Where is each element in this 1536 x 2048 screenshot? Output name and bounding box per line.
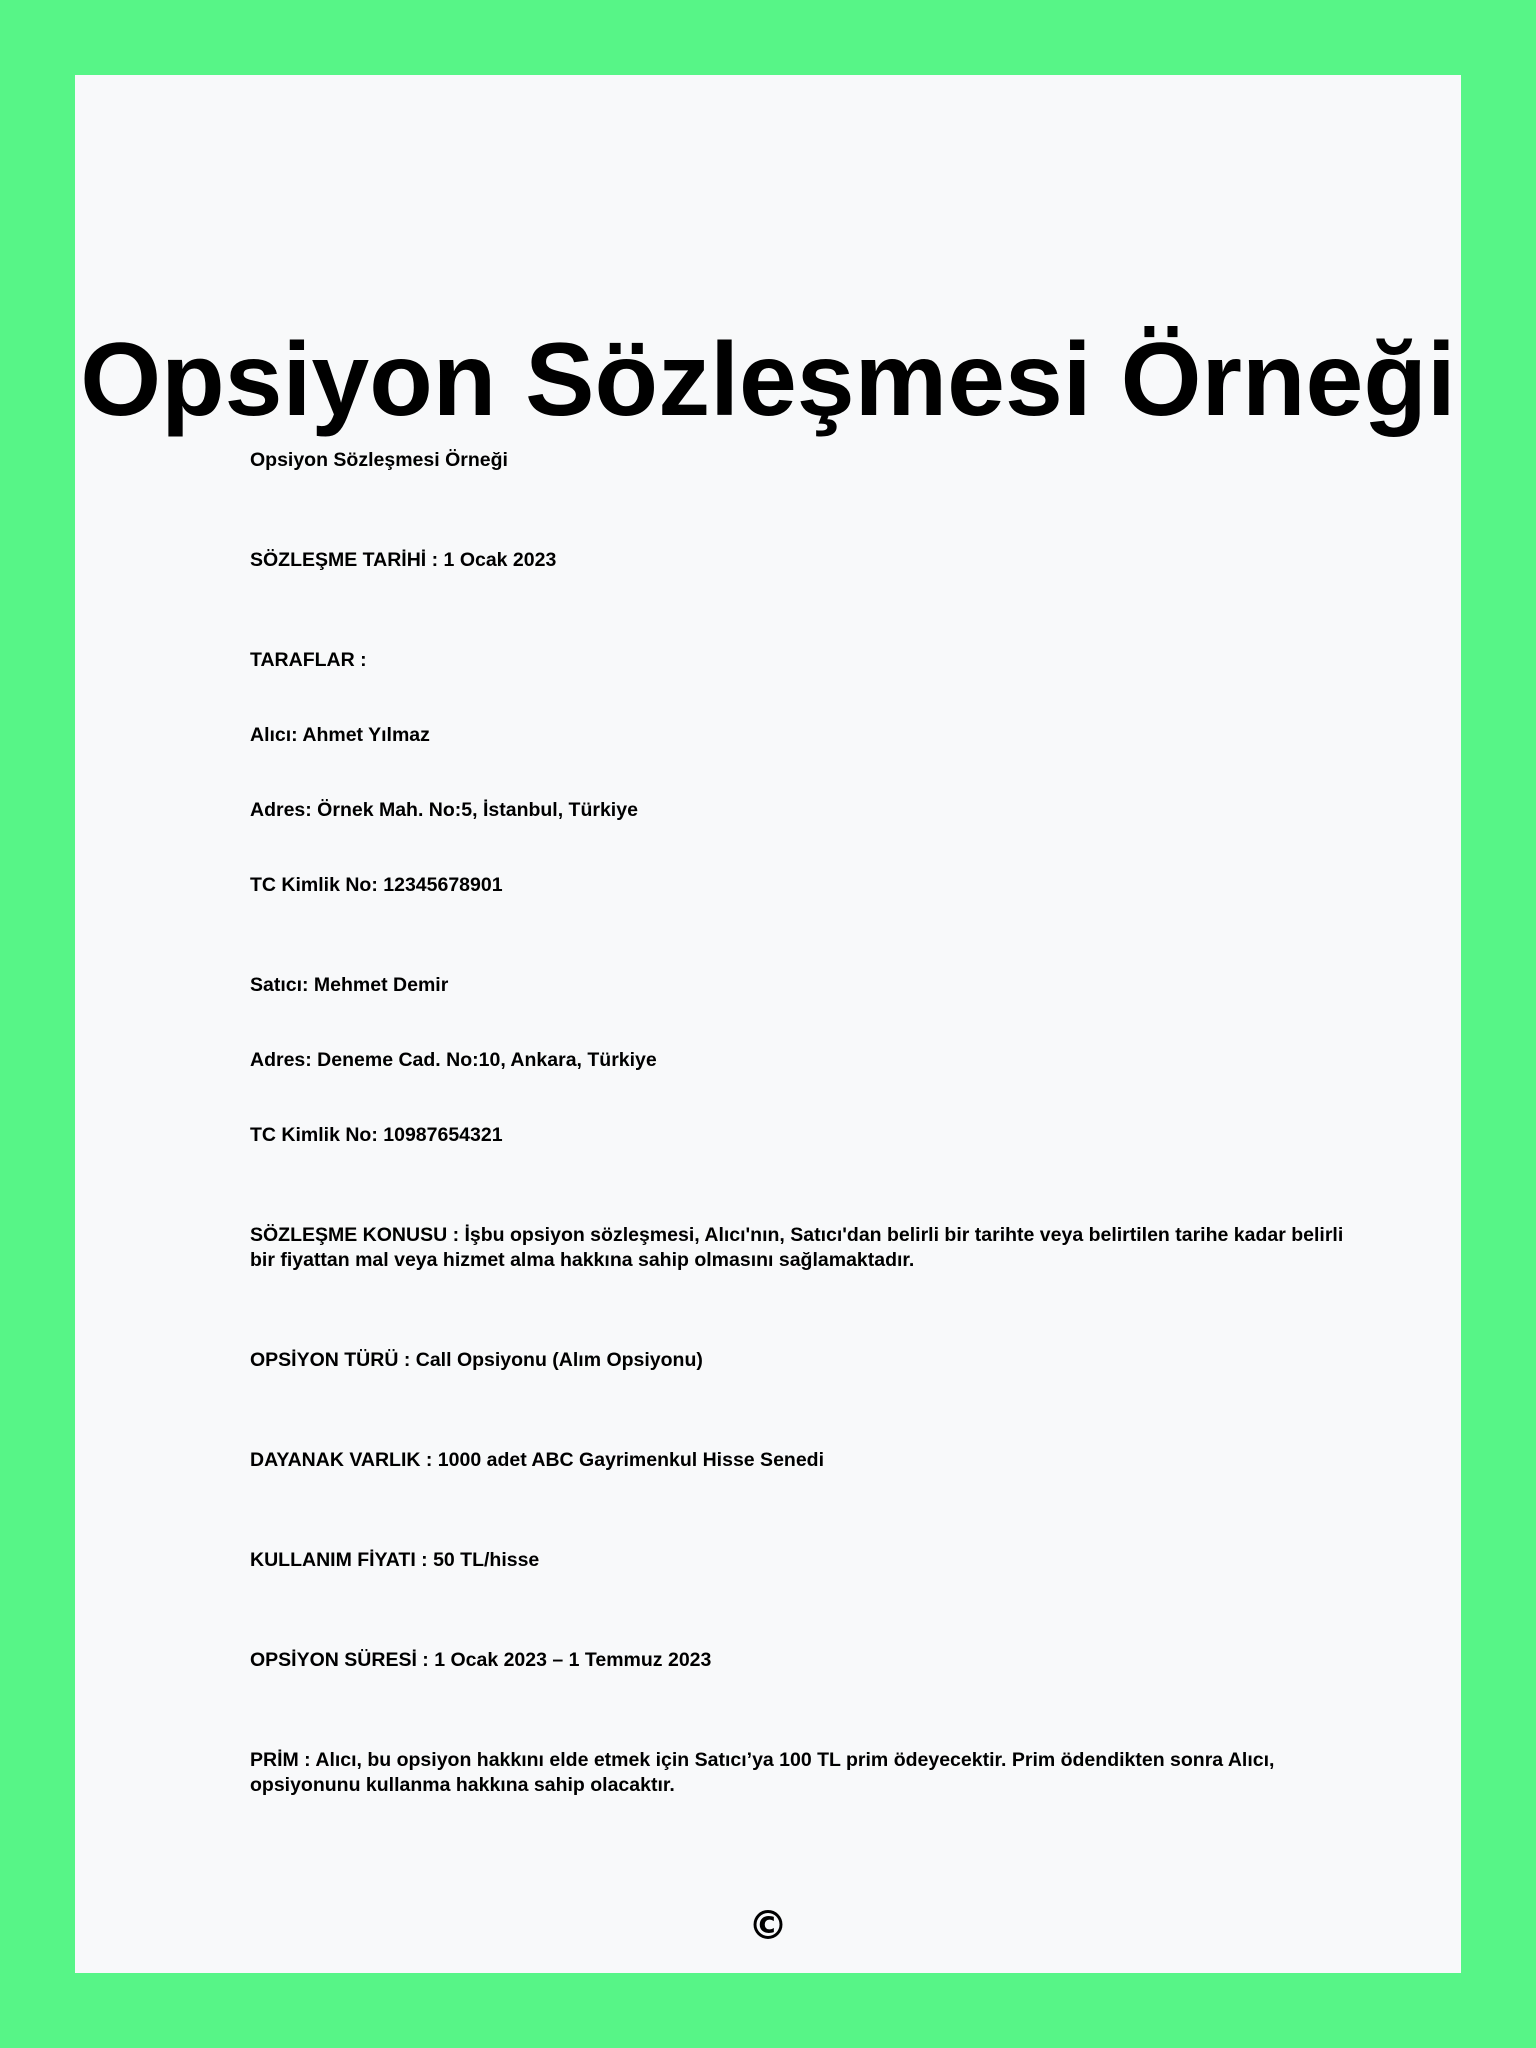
- parties-heading: TARAFLAR :: [250, 649, 367, 671]
- document-page: [75, 75, 1461, 1973]
- contract-date: SÖZLEŞME TARİHİ : 1 Ocak 2023: [250, 549, 557, 571]
- seller-address: Adres: Deneme Cad. No:10, Ankara, Türkiye: [250, 1049, 657, 1071]
- option-period: OPSİYON SÜRESİ : 1 Ocak 2023 – 1 Temmuz 2023: [250, 1649, 712, 1671]
- buyer-address: Adres: Örnek Mah. No:5, İstanbul, Türkiye: [250, 799, 638, 821]
- buyer-name: Alıcı: Ahmet Yılmaz: [250, 724, 430, 746]
- seller-name: Satıcı: Mehmet Demir: [250, 974, 449, 996]
- buyer-id-number: TC Kimlik No: 12345678901: [250, 874, 503, 896]
- contract-subject: SÖZLEŞME KONUSU : İşbu opsiyon sözleşmesi, Alıcı'nın, Satıcı'dan belirli bir tarihte veya belirtilen tarihe kadar belirli bir fiyattan mal veya hizmet alma hakkına sahip olmasını sağlamaktadır.: [250, 1224, 1344, 1271]
- copyright-icon: ©: [748, 1903, 788, 1949]
- contract-subtitle: Opsiyon Sözleşmesi Örneği: [250, 449, 508, 471]
- option-type: OPSİYON TÜRÜ : Call Opsiyonu (Alım Opsiyonu): [250, 1349, 703, 1371]
- premium-clause: PRİM : Alıcı, bu opsiyon hakkını elde etmek için Satıcı’ya 100 TL prim ödeyecektir. Prim ödendikten sonra Alıcı, opsiyonunu kullanma hakkına sahip olacaktır.: [250, 1749, 1275, 1796]
- strike-price: KULLANIM FİYATI : 50 TL/hisse: [250, 1549, 540, 1571]
- document-title: Opsiyon Sözleşmesi Örneği: [80, 322, 1456, 438]
- underlying-asset: DAYANAK VARLIK : 1000 adet ABC Gayrimenkul Hisse Senedi: [250, 1449, 824, 1471]
- seller-id-number: TC Kimlik No: 10987654321: [250, 1124, 503, 1146]
